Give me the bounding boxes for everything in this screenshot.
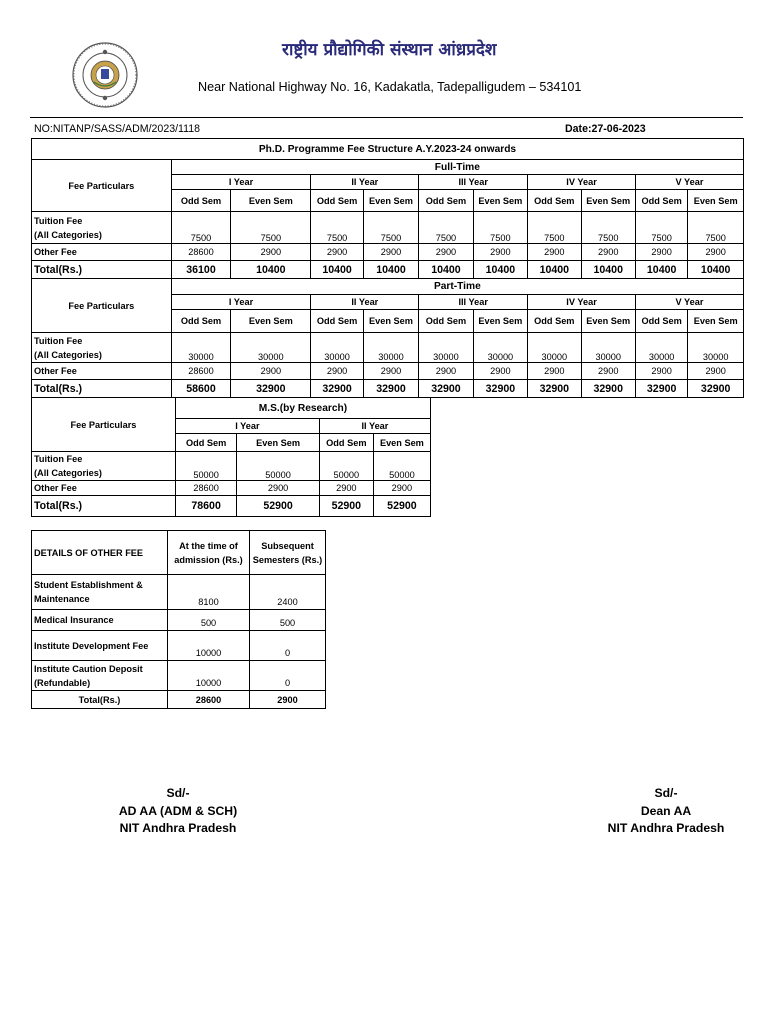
fee-cell: 30000 (688, 333, 744, 363)
sem-header: Odd Sem (419, 310, 473, 333)
fee-cell: 2400 (250, 575, 326, 610)
row-label: Total(Rs.) (32, 496, 176, 517)
fee-cell: 2900 (373, 481, 430, 496)
fee-cell: 7500 (419, 212, 473, 244)
sem-header: Even Sem (373, 434, 430, 452)
total-cell: 52900 (319, 496, 373, 517)
sem-header: Even Sem (581, 310, 635, 333)
total-cell: 10400 (231, 261, 311, 279)
fee-cell: 2900 (581, 244, 635, 261)
fee-cell: 2900 (419, 244, 473, 261)
total-cell: 58600 (171, 380, 231, 398)
sem-header: Odd Sem (175, 434, 236, 452)
fee-cell: 7500 (171, 212, 231, 244)
sem-header: Odd Sem (311, 310, 363, 333)
total-cell: 10400 (688, 261, 744, 279)
fee-cell: 500 (250, 610, 326, 631)
total-cell: 10400 (581, 261, 635, 279)
fee-cell: 2900 (231, 363, 311, 380)
table-row (32, 631, 326, 661)
sem-header: Odd Sem (528, 310, 581, 333)
fee-cell: 30000 (581, 333, 635, 363)
fee-cell: 2900 (528, 363, 581, 380)
full-time-header: Full-Time (171, 160, 743, 175)
other-fee-details-table (31, 530, 326, 709)
total-cell: 32900 (581, 380, 635, 398)
total-cell: 32900 (311, 380, 363, 398)
total-row (32, 496, 431, 517)
fee-cell: 2900 (473, 363, 527, 380)
fee-cell: 30000 (171, 333, 231, 363)
table-row (32, 333, 744, 363)
signature-block-right (586, 785, 746, 838)
year-header: V Year (635, 175, 743, 190)
sem-header: Odd Sem (171, 190, 231, 212)
fee-cell: 7500 (688, 212, 744, 244)
document-date: Date:27-06-2023 (565, 123, 646, 135)
fee-cell: 7500 (635, 212, 687, 244)
row-label: Other Fee (32, 363, 172, 380)
row-label: Institute Caution Deposit (Refundable) (32, 661, 168, 691)
fee-cell: 30000 (231, 333, 311, 363)
fee-cell: 28600 (175, 481, 236, 496)
fee-cell: 50000 (237, 452, 320, 481)
total-cell: 32900 (688, 380, 744, 398)
sem-header: Even Sem (231, 190, 311, 212)
sem-header: Even Sem (473, 190, 527, 212)
fee-cell: 0 (250, 631, 326, 661)
total-cell: 2900 (250, 691, 326, 709)
fee-cell: 10000 (168, 661, 250, 691)
sem-header: Even Sem (237, 434, 320, 452)
year-header: V Year (635, 295, 743, 310)
row-label: Other Fee (32, 481, 176, 496)
year-header: III Year (419, 175, 528, 190)
total-cell: 10400 (419, 261, 473, 279)
total-cell: 10400 (363, 261, 418, 279)
year-header: IV Year (528, 175, 636, 190)
table-row (32, 363, 744, 380)
reference-number: NO:NITANP/SASS/ADM/2023/1118 (34, 123, 201, 135)
fee-cell: 2900 (363, 244, 418, 261)
fee-cell: 30000 (419, 333, 473, 363)
fee-cell: 2900 (473, 244, 527, 261)
fee-cell: 28600 (171, 244, 231, 261)
row-label: Medical Insurance (32, 610, 168, 631)
fee-cell: 7500 (311, 212, 363, 244)
year-header: III Year (419, 295, 528, 310)
table-title: Ph.D. Programme Fee Structure A.Y.2023-24 onwards (32, 139, 744, 160)
year-header: II Year (311, 175, 419, 190)
fee-cell: 30000 (635, 333, 687, 363)
signature-sd: Sd/- (166, 786, 190, 800)
total-row (32, 380, 744, 398)
signature-sd: Sd/- (654, 786, 678, 800)
phd-fee-table (31, 138, 744, 398)
fee-cell: 7500 (581, 212, 635, 244)
sem-header: Even Sem (231, 310, 311, 333)
total-row (32, 261, 744, 279)
sem-header: Odd Sem (528, 190, 581, 212)
row-label: Tuition Fee (All Categories) (32, 333, 172, 363)
other-fee-header: DETAILS OF OTHER FEE (32, 531, 168, 575)
sem-header: Even Sem (363, 310, 418, 333)
fee-particulars-header: Fee Particulars (32, 160, 172, 212)
fee-particulars-header: Fee Particulars (32, 279, 172, 333)
signature-block-left (98, 785, 258, 838)
sem-header: Even Sem (581, 190, 635, 212)
total-cell: 52900 (373, 496, 430, 517)
fee-cell: 2900 (311, 363, 363, 380)
fee-cell: 8100 (168, 575, 250, 610)
fee-cell: 30000 (473, 333, 527, 363)
total-cell: 28600 (168, 691, 250, 709)
ms-title: M.S.(by Research) (175, 398, 430, 419)
sem-header: Odd Sem (419, 190, 473, 212)
row-label: Other Fee (32, 244, 172, 261)
total-cell: 52900 (237, 496, 320, 517)
total-cell: 10400 (528, 261, 581, 279)
sem-header: Odd Sem (635, 190, 687, 212)
sem-header: Even Sem (688, 190, 744, 212)
sem-header: Even Sem (473, 310, 527, 333)
year-header: I Year (171, 175, 311, 190)
table-row (32, 610, 326, 631)
fee-cell: 7500 (231, 212, 311, 244)
sem-header: Odd Sem (319, 434, 373, 452)
fee-cell: 2900 (231, 244, 311, 261)
table-row (32, 661, 326, 691)
fee-particulars-header: Fee Particulars (32, 398, 176, 452)
fee-cell: 2900 (311, 244, 363, 261)
subsequent-column-header: Subsequent Semesters (Rs.) (250, 531, 326, 575)
fee-cell: 0 (250, 661, 326, 691)
fee-cell: 2900 (581, 363, 635, 380)
sem-header: Even Sem (363, 190, 418, 212)
total-cell: 10400 (473, 261, 527, 279)
fee-cell: 30000 (311, 333, 363, 363)
fee-cell: 2900 (635, 244, 687, 261)
admission-column-header: At the time of admission (Rs.) (168, 531, 250, 575)
signatory-organization: NIT Andhra Pradesh (119, 821, 237, 835)
total-row (32, 691, 326, 709)
fee-cell: 2900 (419, 363, 473, 380)
table-row (32, 575, 326, 610)
fee-cell: 28600 (171, 363, 231, 380)
total-cell: 32900 (231, 380, 311, 398)
total-cell: 32900 (528, 380, 581, 398)
fee-cell: 30000 (363, 333, 418, 363)
total-cell: 32900 (635, 380, 687, 398)
row-label: Student Establishment & Maintenance (32, 575, 168, 610)
table-row (32, 481, 431, 496)
fee-cell: 2900 (688, 244, 744, 261)
fee-cell: 50000 (373, 452, 430, 481)
year-header: I Year (175, 419, 319, 434)
total-cell: 10400 (311, 261, 363, 279)
total-cell: 78600 (175, 496, 236, 517)
sem-header: Odd Sem (635, 310, 687, 333)
signatory-designation: AD AA (ADM & SCH) (118, 803, 238, 818)
table-row (32, 212, 744, 244)
fee-cell: 2900 (237, 481, 320, 496)
sem-header: Odd Sem (311, 190, 363, 212)
institute-name-hindi: राष्ट्रीय प्रौद्योगिकी संस्थान आंध्रप्रदेश (282, 40, 497, 60)
signatory-designation: Dean AA (640, 803, 692, 818)
row-label: Total(Rs.) (32, 261, 172, 279)
total-cell: 10400 (635, 261, 687, 279)
year-header: II Year (319, 419, 430, 434)
sem-header: Even Sem (688, 310, 744, 333)
year-header: II Year (311, 295, 419, 310)
table-row (32, 244, 744, 261)
fee-cell: 500 (168, 610, 250, 631)
total-cell: 32900 (473, 380, 527, 398)
fee-cell: 2900 (319, 481, 373, 496)
fee-cell: 7500 (528, 212, 581, 244)
row-label: Tuition Fee (All Categories) (32, 212, 172, 244)
sem-header: Odd Sem (171, 310, 231, 333)
row-label: Institute Development Fee (32, 631, 168, 661)
fee-cell: 10000 (168, 631, 250, 661)
row-label: Total(Rs.) (32, 380, 172, 398)
total-cell: 32900 (363, 380, 418, 398)
header-divider (30, 117, 743, 118)
part-time-header: Part-Time (171, 279, 743, 295)
fee-cell: 2900 (528, 244, 581, 261)
total-cell: 32900 (419, 380, 473, 398)
signatory-organization: NIT Andhra Pradesh (607, 821, 725, 835)
row-label: Tuition Fee (All Categories) (32, 452, 176, 481)
fee-cell: 7500 (473, 212, 527, 244)
year-header: IV Year (528, 295, 636, 310)
institute-address: Near National Highway No. 16, Kadakatla, Tadepalligudem – 534101 (198, 80, 582, 94)
fee-cell: 50000 (175, 452, 236, 481)
ms-research-fee-table (31, 397, 431, 517)
fee-cell: 2900 (635, 363, 687, 380)
fee-cell: 50000 (319, 452, 373, 481)
fee-cell: 2900 (688, 363, 744, 380)
total-cell: 36100 (171, 261, 231, 279)
fee-cell: 30000 (528, 333, 581, 363)
institute-seal-logo (72, 42, 138, 108)
row-label: Total(Rs.) (32, 691, 168, 709)
year-header: I Year (171, 295, 311, 310)
table-row (32, 452, 431, 481)
fee-cell: 2900 (363, 363, 418, 380)
fee-cell: 7500 (363, 212, 418, 244)
